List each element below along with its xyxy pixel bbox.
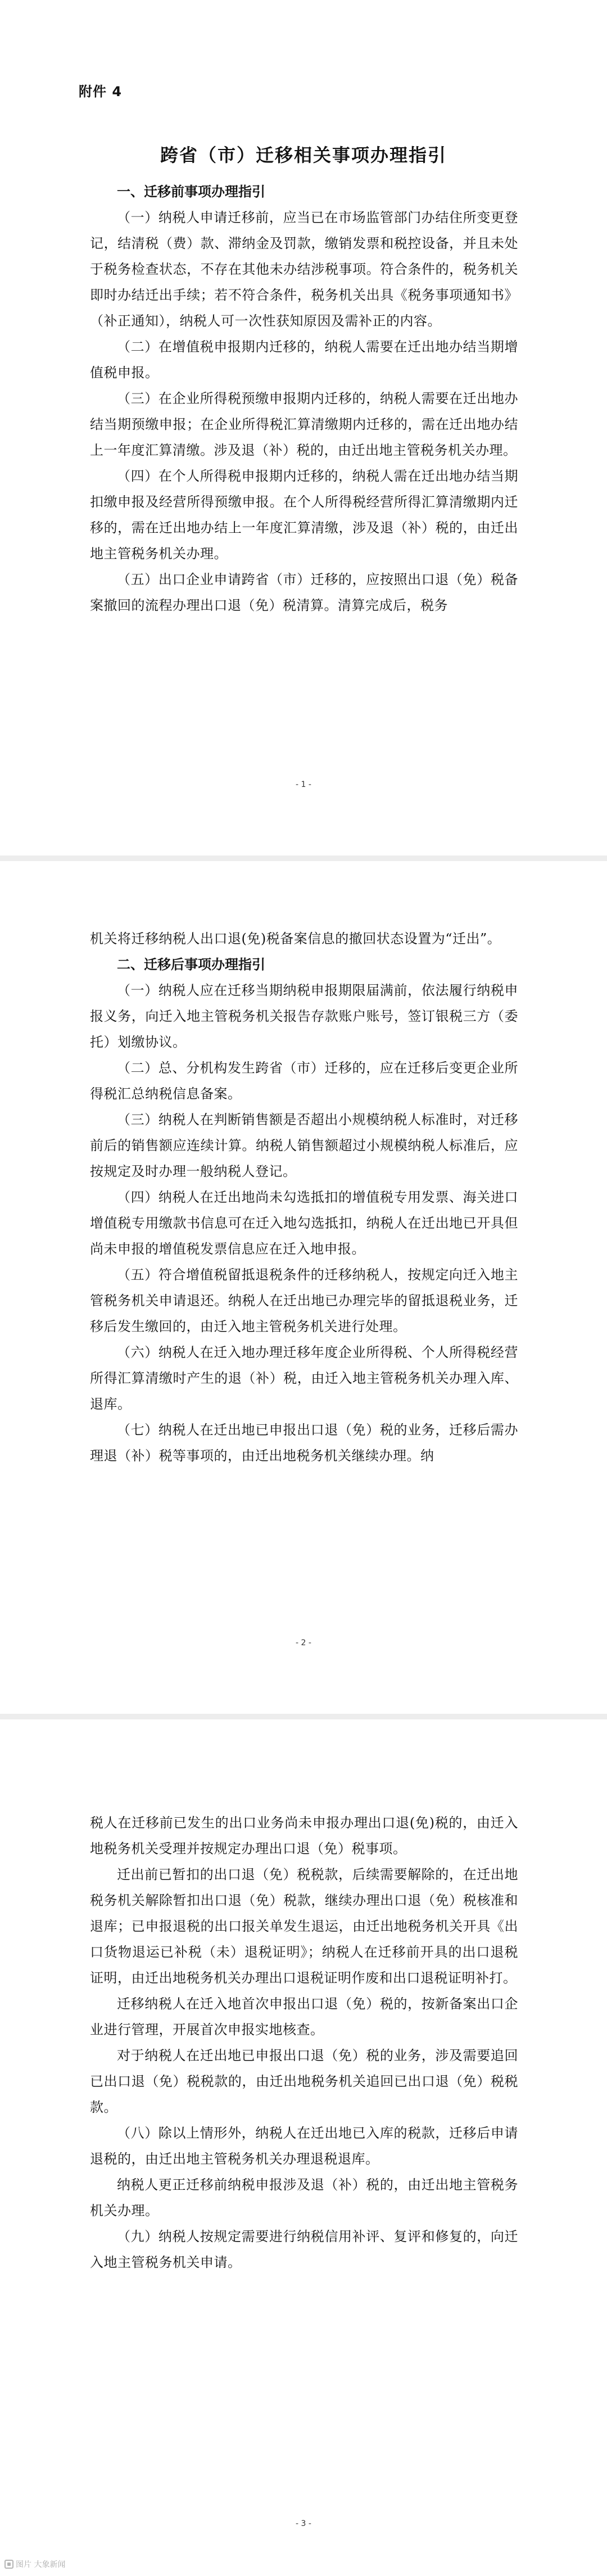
page-number-3: - 3 - (296, 2519, 311, 2528)
page-number-2: - 2 - (296, 1638, 311, 1647)
document-title: 跨省（市）迁移相关事项办理指引 (160, 144, 447, 166)
watermark-text: 图片 大象新闻 (16, 2560, 66, 2569)
page-number-1: - 1 - (296, 780, 311, 789)
paragraph: （七）纳税人在迁出地已申报出口退（免）税的业务，迁移后需办理退（补）税等事项的，由迁出地税务机关继续办理。纳 (90, 1422, 518, 1464)
page-1-body (90, 179, 518, 618)
attachment-label: 附件 4 (79, 84, 123, 99)
paragraph: 对于纳税人在迁出地已申报出口退（免）税的业务，涉及需要追回已出口退（免）税税款的，由迁出地税务机关追回已出口退（免）税税款。 (90, 2048, 518, 2115)
paragraph: （三）在企业所得税预缴申报期内迁移的，纳税人需要在迁出地办结当期预缴申报；在企业所得税汇算清缴期内迁移的，需在迁出地办结上一年度汇算清缴。涉及退（补）税的，由迁出地主管税务机关办理。 (90, 391, 518, 458)
paragraph: （九）纳税人按规定需要进行纳税信用补评、复评和修复的，向迁入地主管税务机关申请。 (90, 2229, 518, 2270)
paragraph: 机关将迁移纳税人出口退(免)税备案信息的撤回状态设置为“迁出”。 (90, 931, 501, 947)
page-2-body (90, 926, 518, 1469)
paragraph: 纳税人更正迁移前纳税申报涉及退（补）税的，由迁出地主管税务机关办理。 (90, 2177, 518, 2219)
paragraph: （二）在增值税申报期内迁移的，纳税人需要在迁出地办结当期增值税申报。 (90, 339, 518, 381)
paragraph: （二）总、分机构发生跨省（市）迁移的，应在迁移后变更企业所得税汇总纳税信息备案。 (90, 1060, 518, 1102)
paragraph: （四）纳税人在迁出地尚未勾选抵扣的增值税专用发票、海关进口增值税专用缴款书信息可在迁入地勾选抵扣，纳税人在迁出地已开具但尚未申报的增值税发票信息应在迁入地申报。 (90, 1189, 518, 1257)
paragraph: （三）纳税人在判断销售额是否超出小规模纳税人标准时，对迁移前后的销售额应连续计算。纳税人销售额超过小规模纳税人标准后，应按规定及时办理一般纳税人登记。 (90, 1112, 518, 1179)
paragraph: （八）除以上情形外，纳税人在迁出地已入库的税款，迁移后申请退税的，由迁出地主管税务机关办理退税退库。 (90, 2125, 518, 2167)
paragraph: 税人在迁移前已发生的出口业务尚未申报办理出口退(免)税的，由迁入地税务机关受理并按规定办理出口退（免）税事项。 (90, 1815, 518, 1857)
paragraph: （五）出口企业申请跨省（市）迁移的，应按照出口退（免）税备案撤回的流程办理出口退（免）税清算。清算完成后，税务 (90, 572, 518, 613)
paragraph: （六）纳税人在迁入地办理迁移年度企业所得税、个人所得税经营所得汇算清缴时产生的退（补）税，由迁入地主管税务机关办理入库、退库。 (90, 1344, 518, 1412)
paragraph: 迁移纳税人在迁入地首次申报出口退（免）税的，按新备案出口企业进行管理，开展首次申报实地核查。 (90, 1996, 518, 2038)
watermark (4, 2559, 65, 2570)
page-3-body (90, 1810, 518, 2275)
paragraph: （一）纳税人申请迁移前，应当已在市场监管部门办结住所变更登记，结清税（费）款、滞纳金及罚款，缴销发票和税控设备，并且未处于税务检查状态，不存在其他未办结涉税事项。符合条件的，税务机关即时办结迁出手续；若不符合条件，税务机关出具《税务事项通知书》（补正通知），纳税人可一次性获知原因及需补正的内容。 (90, 210, 518, 329)
section-heading: 二、迁移后事项办理指引 (117, 957, 265, 972)
camera-icon (4, 2560, 13, 2569)
paragraph: （四）在个人所得税申报期内迁移的，纳税人需在迁出地办结当期扣缴申报及经营所得预缴申报。在个人所得税经营所得汇算清缴期内迁移的，需在迁出地办结上一年度汇算清缴，涉及退（补）税的，由迁出地主管税务机关办理。 (90, 468, 518, 562)
paragraph: （一）纳税人应在迁移当期纳税申报期限届满前，依法履行纳税申报义务，向迁入地主管税务机关报告存款账户账号，签订银税三方（委托）划缴协议。 (90, 983, 518, 1050)
section-heading: 一、迁移前事项办理指引 (117, 184, 265, 200)
paragraph: 迁出前已暂扣的出口退（免）税税款，后续需要解除的，在迁出地税务机关解除暂扣出口退（免）税款，继续办理出口退（免）税核准和退库；已申报退税的出口报关单发生退运，由迁出地税务机关开具《出口货物退运已补税（未）退税证明》；纳税人在迁移前开具的出口退税证明，由迁出地税务机关办理出口退税证明作废和出口退税证明补打。 (90, 1867, 518, 1986)
paragraph: （五）符合增值税留抵退税条件的迁移纳税人，按规定向迁入地主管税务机关申请退还。纳税人在迁出地已办理完毕的留抵退税业务，迁移后发生缴回的，由迁入地主管税务机关进行处理。 (90, 1267, 518, 1334)
